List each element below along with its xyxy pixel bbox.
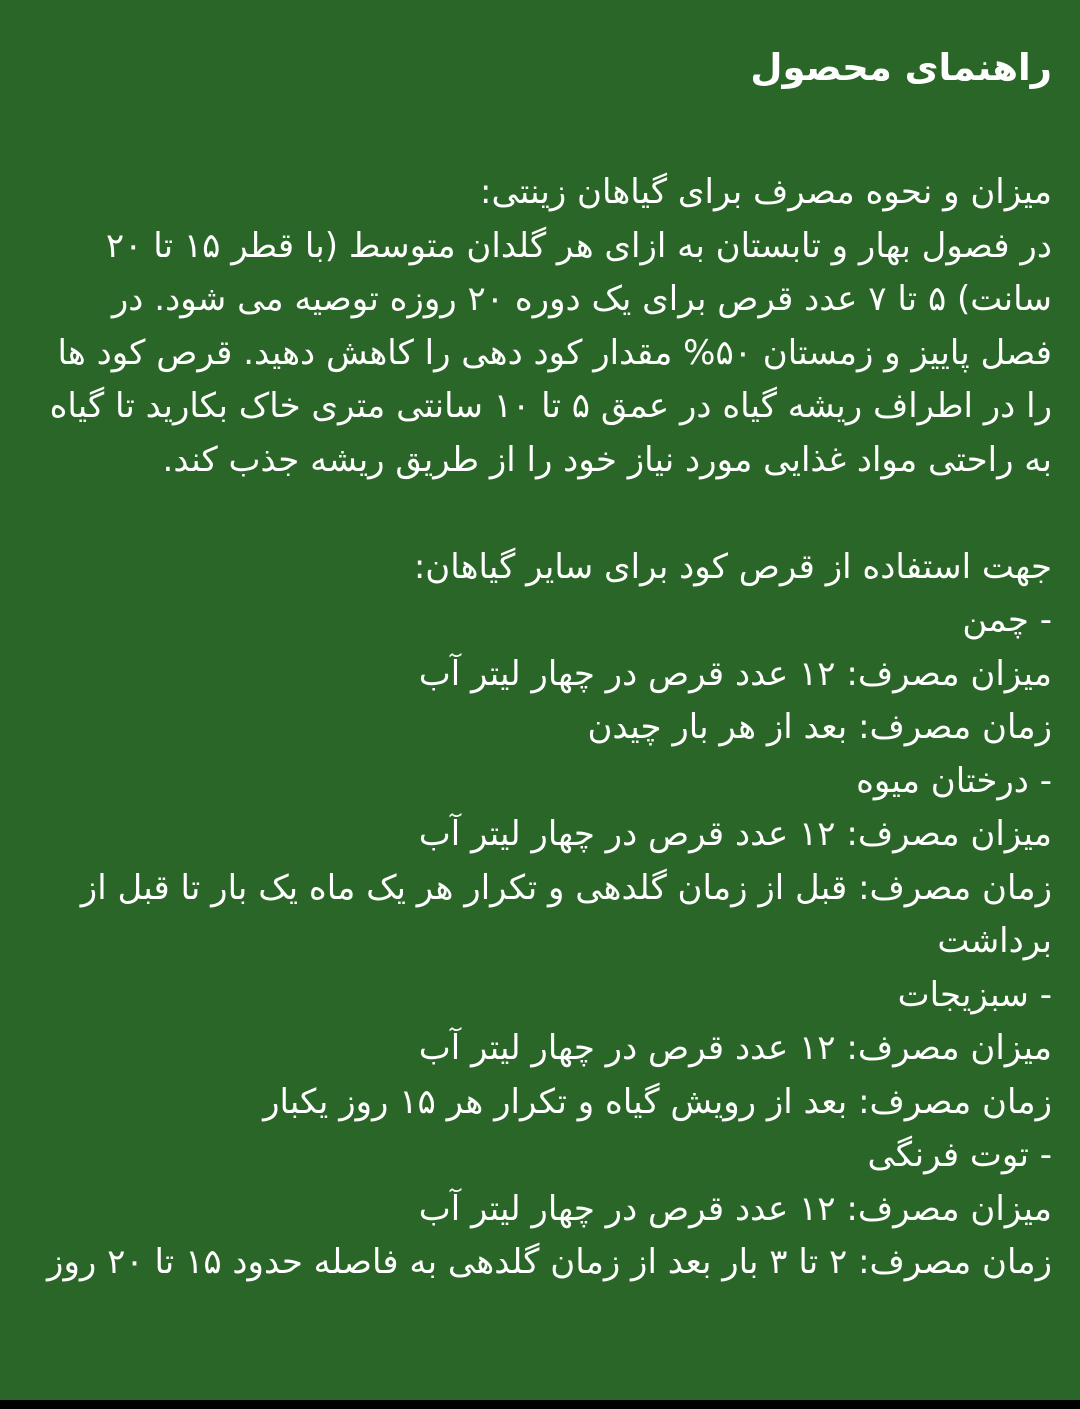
guide-title: راهنمای محصول <box>750 46 1052 89</box>
guide-body-text: میزان و نحوه مصرف برای گیاهان زینتی: در فصول بهار و تابستان به ازای هر گلدان متوسط (با قطر ۱۵ تا ۲۰ سانت) ۵ تا ۷ عدد قرص برای یک دوره ۲۰ روزه توصیه می شود. در فصل پاییز و زمستان ۵۰% مقدار کود دهی را کاهش دهید. قرص کود ها را در اطراف ریشه گیاه در عمق ۵ تا ۱۰ سانتی متری خاک بکارید تا گیاه به راحتی مواد غذایی مورد نیاز خود را از طریق ریشه جذب کند. جهت استفاده از قرص کود برای سایر گیاهان: - چمن میزان مصرف: ۱۲ عدد قرص در چهار لیتر آب زمان مصرف: بعد از هر بار چیدن - درختان میوه میزان مصرف: ۱۲ عدد قرص در چهار لیتر آب زمان مصرف: قبل از زمان گلدهی و تکرار هر یک ماه یک بار تا قبل از برداشت - سبزیجات میزان مصرف: ۱۲ عدد قرص در چهار لیتر آب زمان مصرف: بعد از رویش گیاه و تکرار هر ۱۵ روز یکبار - توت فرنگی میزان مصرف: ۱۲ عدد قرص در چهار لیتر آب زمان مصرف: ۲ تا ۳ بار بعد از زمان گلدهی به فاصله حدود ۱۵ تا ۲۰ روز <box>47 172 1052 1282</box>
bottom-edge <box>0 1400 1080 1409</box>
